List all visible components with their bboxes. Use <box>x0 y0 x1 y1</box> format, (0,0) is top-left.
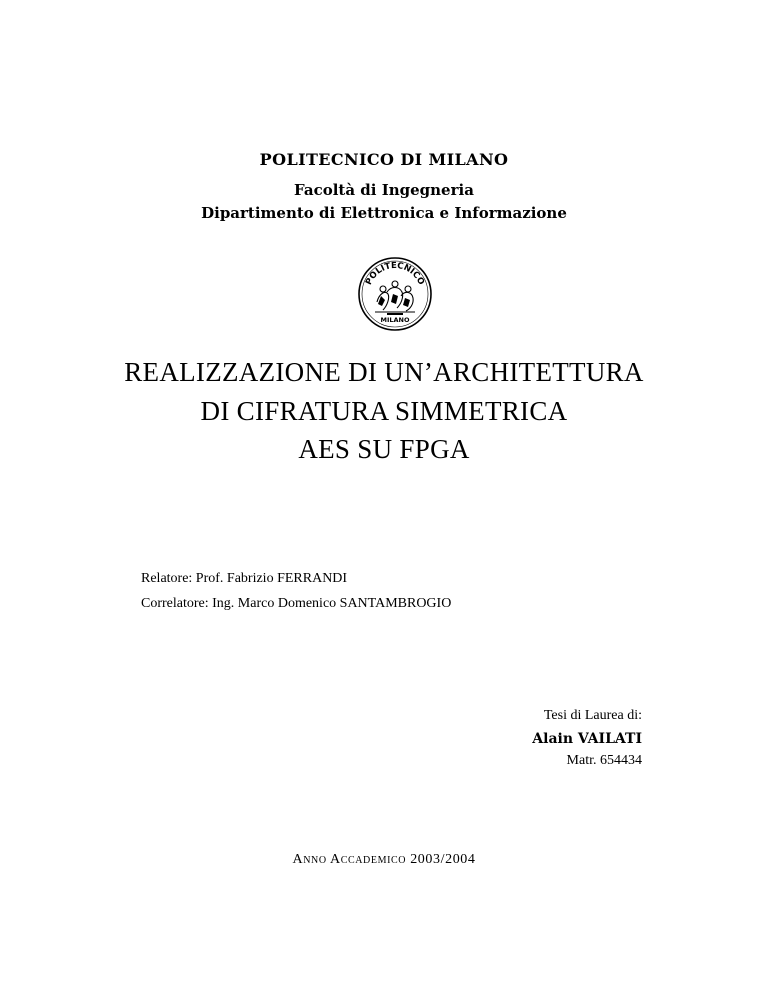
student-name: Alain VAILATI <box>532 731 642 747</box>
correlatore-line: Correlatore: Ing. Marco Domenico SANTAMBROGIO <box>141 596 452 611</box>
faculty-name: Facoltà di Ingegneria <box>294 181 474 199</box>
academic-year: Anno Accademico 2003/2004 <box>292 852 476 867</box>
thesis-title-line-1: REALIZZAZIONE DI UN’ARCHITETTURA <box>124 357 644 387</box>
thesis-title-line-3: AES SU FPGA <box>298 434 470 464</box>
student-matricola: Matr. 654434 <box>566 753 642 768</box>
thesis-title-line-2: DI CIFRATURA SIMMETRICA <box>200 396 568 426</box>
svg-text:MILANO: MILANO <box>380 316 410 324</box>
department-name: Dipartimento di Elettronica e Informazione <box>201 204 567 222</box>
thesis-by-label: Tesi di Laurea di: <box>543 708 642 723</box>
politecnico-seal-logo <box>357 256 433 332</box>
svg-text:POLITECNICO: POLITECNICO <box>364 260 426 287</box>
relatore-line: Relatore: Prof. Fabrizio FERRANDI <box>141 571 348 586</box>
seal-graphic <box>357 256 433 332</box>
university-name: POLITECNICO DI MILANO <box>259 150 509 169</box>
